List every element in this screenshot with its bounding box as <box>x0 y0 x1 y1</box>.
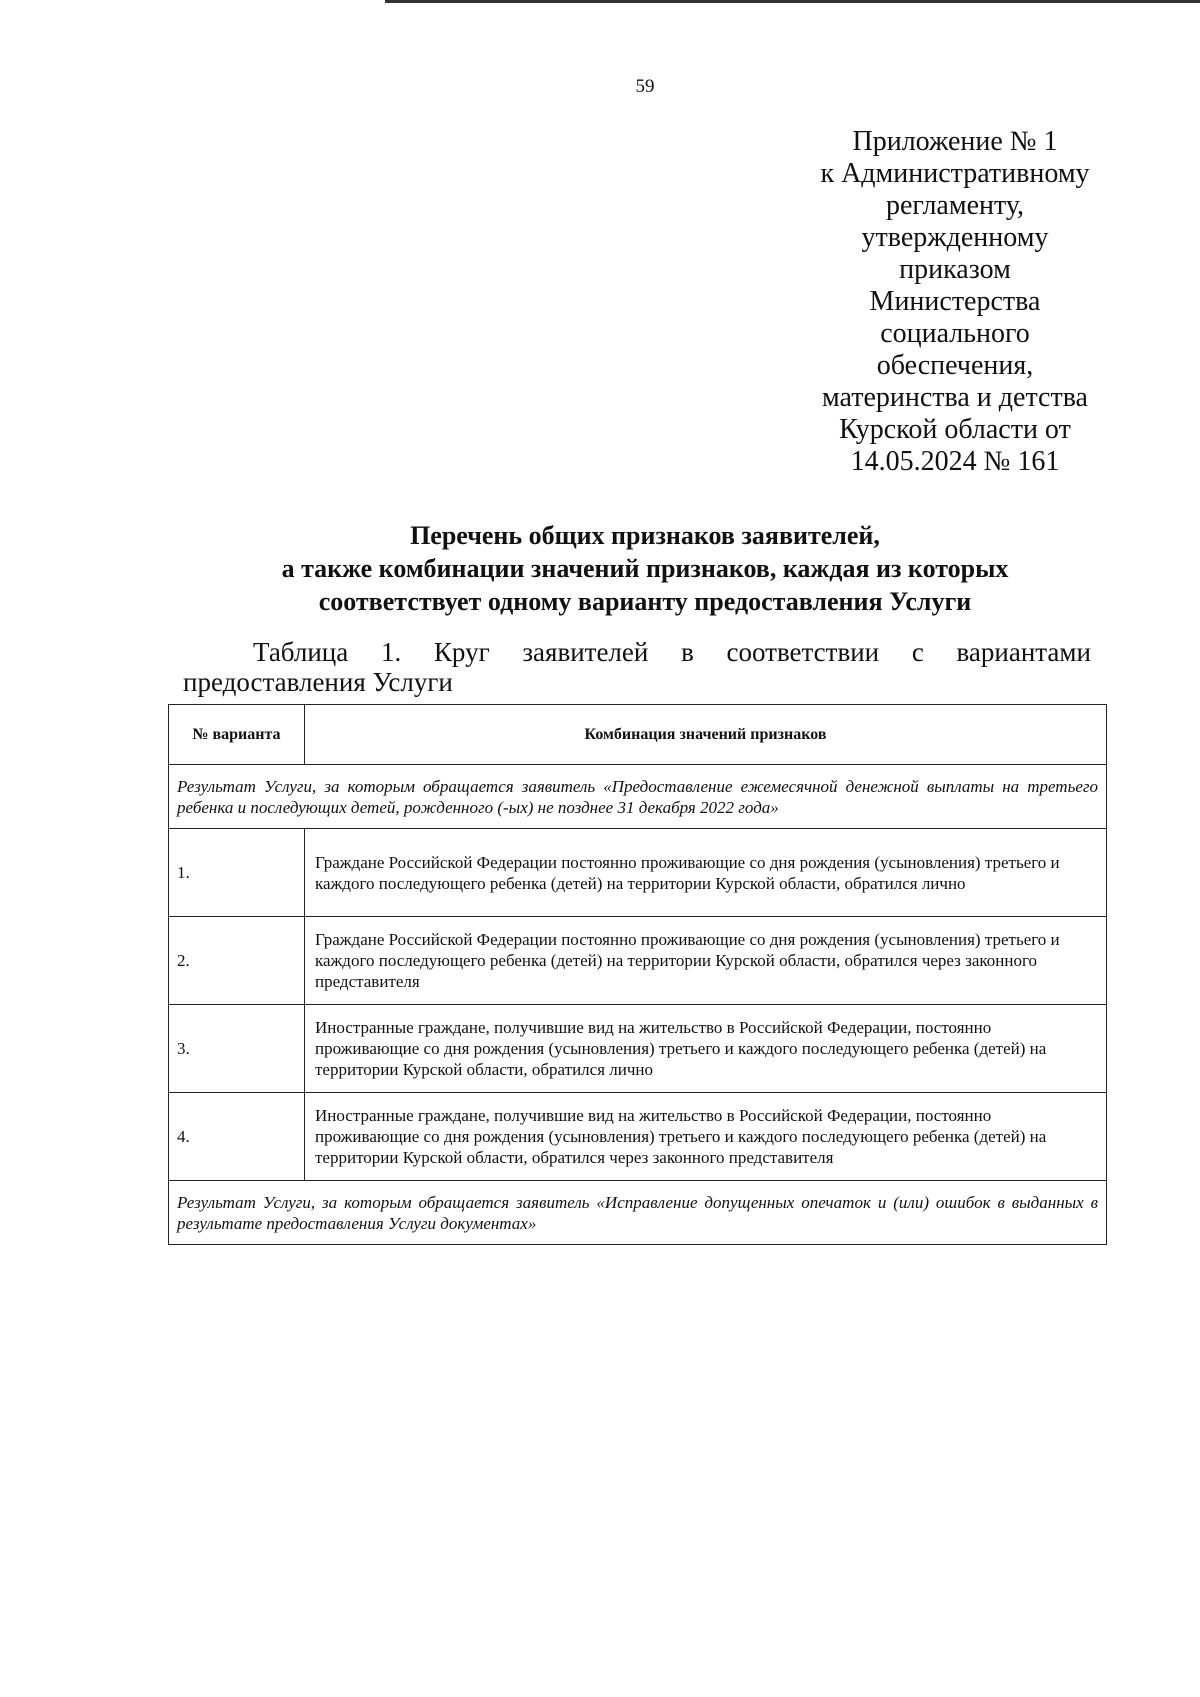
appendix-line: обеспечения, <box>876 350 1034 381</box>
table-row <box>169 917 1107 1005</box>
result-cell: Результат Услуги, за которым обращается заявитель «Исправление допущенных опечаток и (или) ошибок в выданных в результате предоставления Услуги документах» <box>169 1181 1107 1245</box>
variant-number: 1. <box>169 829 305 917</box>
caption-word: соответствии <box>726 637 880 667</box>
table-caption <box>183 637 1091 697</box>
appendix-line: социального <box>880 318 1030 349</box>
appendix-line: к Административному <box>820 158 1090 189</box>
appendix-line: утвержденному <box>861 222 1049 253</box>
variant-number: 2. <box>169 917 305 1005</box>
table-row <box>169 1093 1107 1181</box>
header-combination: Комбинация значений признаков <box>305 705 1107 765</box>
appendix-line: регламенту, <box>885 190 1025 221</box>
caption-word: заявителей <box>522 637 649 667</box>
variant-number: 3. <box>169 1005 305 1093</box>
caption-word: Круг <box>433 637 490 667</box>
appendix-line: Приложение № 1 <box>852 126 1058 157</box>
title-line: Перечень общих признаков заявителей, <box>410 521 880 550</box>
header-variant-number: № варианта <box>169 705 305 765</box>
variants-table <box>168 704 1107 1245</box>
top-scan-line <box>385 0 1200 3</box>
appendix-line: 14.05.2024 № 161 <box>850 446 1060 477</box>
variant-combination: Иностранные граждане, получившие вид на жительство в Российской Федерации, постоянно проживающие со дня рождения (усыновления) третьего и каждого последующего ребенка (детей) на территории Курской области, обратился через законного представителя <box>305 1093 1107 1181</box>
table-caption-line-2: предоставления Услуги <box>183 667 453 697</box>
table-row <box>169 1005 1107 1093</box>
caption-word: Таблица <box>253 637 349 667</box>
result-row <box>169 1181 1107 1245</box>
variant-number: 4. <box>169 1093 305 1181</box>
appendix-line: Министерства <box>869 286 1041 317</box>
variant-combination: Граждане Российской Федерации постоянно проживающие со дня рождения (усыновления) третьего и каждого последующего ребенка (детей) на территории Курской области, обратился через законного представителя <box>305 917 1107 1005</box>
appendix-line: Курской области от <box>839 414 1071 445</box>
document-title <box>0 519 1200 618</box>
caption-word: с <box>911 637 924 667</box>
appendix-line: материнства и детства <box>822 382 1088 413</box>
table-caption-line-1 <box>183 637 1091 667</box>
table-header-row <box>169 705 1107 765</box>
title-line: соответствует одному варианту предоставления Услуги <box>318 587 972 616</box>
result-row <box>169 765 1107 829</box>
result-cell: Результат Услуги, за которым обращается заявитель «Предоставление ежемесячной денежной выплаты на третьего ребенка и последующих детей, рожденного (-ых) не позднее 31 декабря 2022 года» <box>169 765 1107 829</box>
table-row <box>169 829 1107 917</box>
appendix-block <box>790 126 1120 478</box>
title-line: а также комбинации значений признаков, каждая из которых <box>281 554 1009 583</box>
page-number: 59 <box>635 76 655 97</box>
caption-word: вариантами <box>956 637 1091 667</box>
caption-word: в <box>681 637 694 667</box>
appendix-line: приказом <box>899 254 1011 285</box>
variant-combination: Граждане Российской Федерации постоянно проживающие со дня рождения (усыновления) третьего и каждого последующего ребенка (детей) на территории Курской области, обратился лично <box>305 829 1107 917</box>
caption-word: 1. <box>380 637 402 667</box>
variant-combination: Иностранные граждане, получившие вид на жительство в Российской Федерации, постоянно проживающие со дня рождения (усыновления) третьего и каждого последующего ребенка (детей) на территории Курской области, обратился лично <box>305 1005 1107 1093</box>
